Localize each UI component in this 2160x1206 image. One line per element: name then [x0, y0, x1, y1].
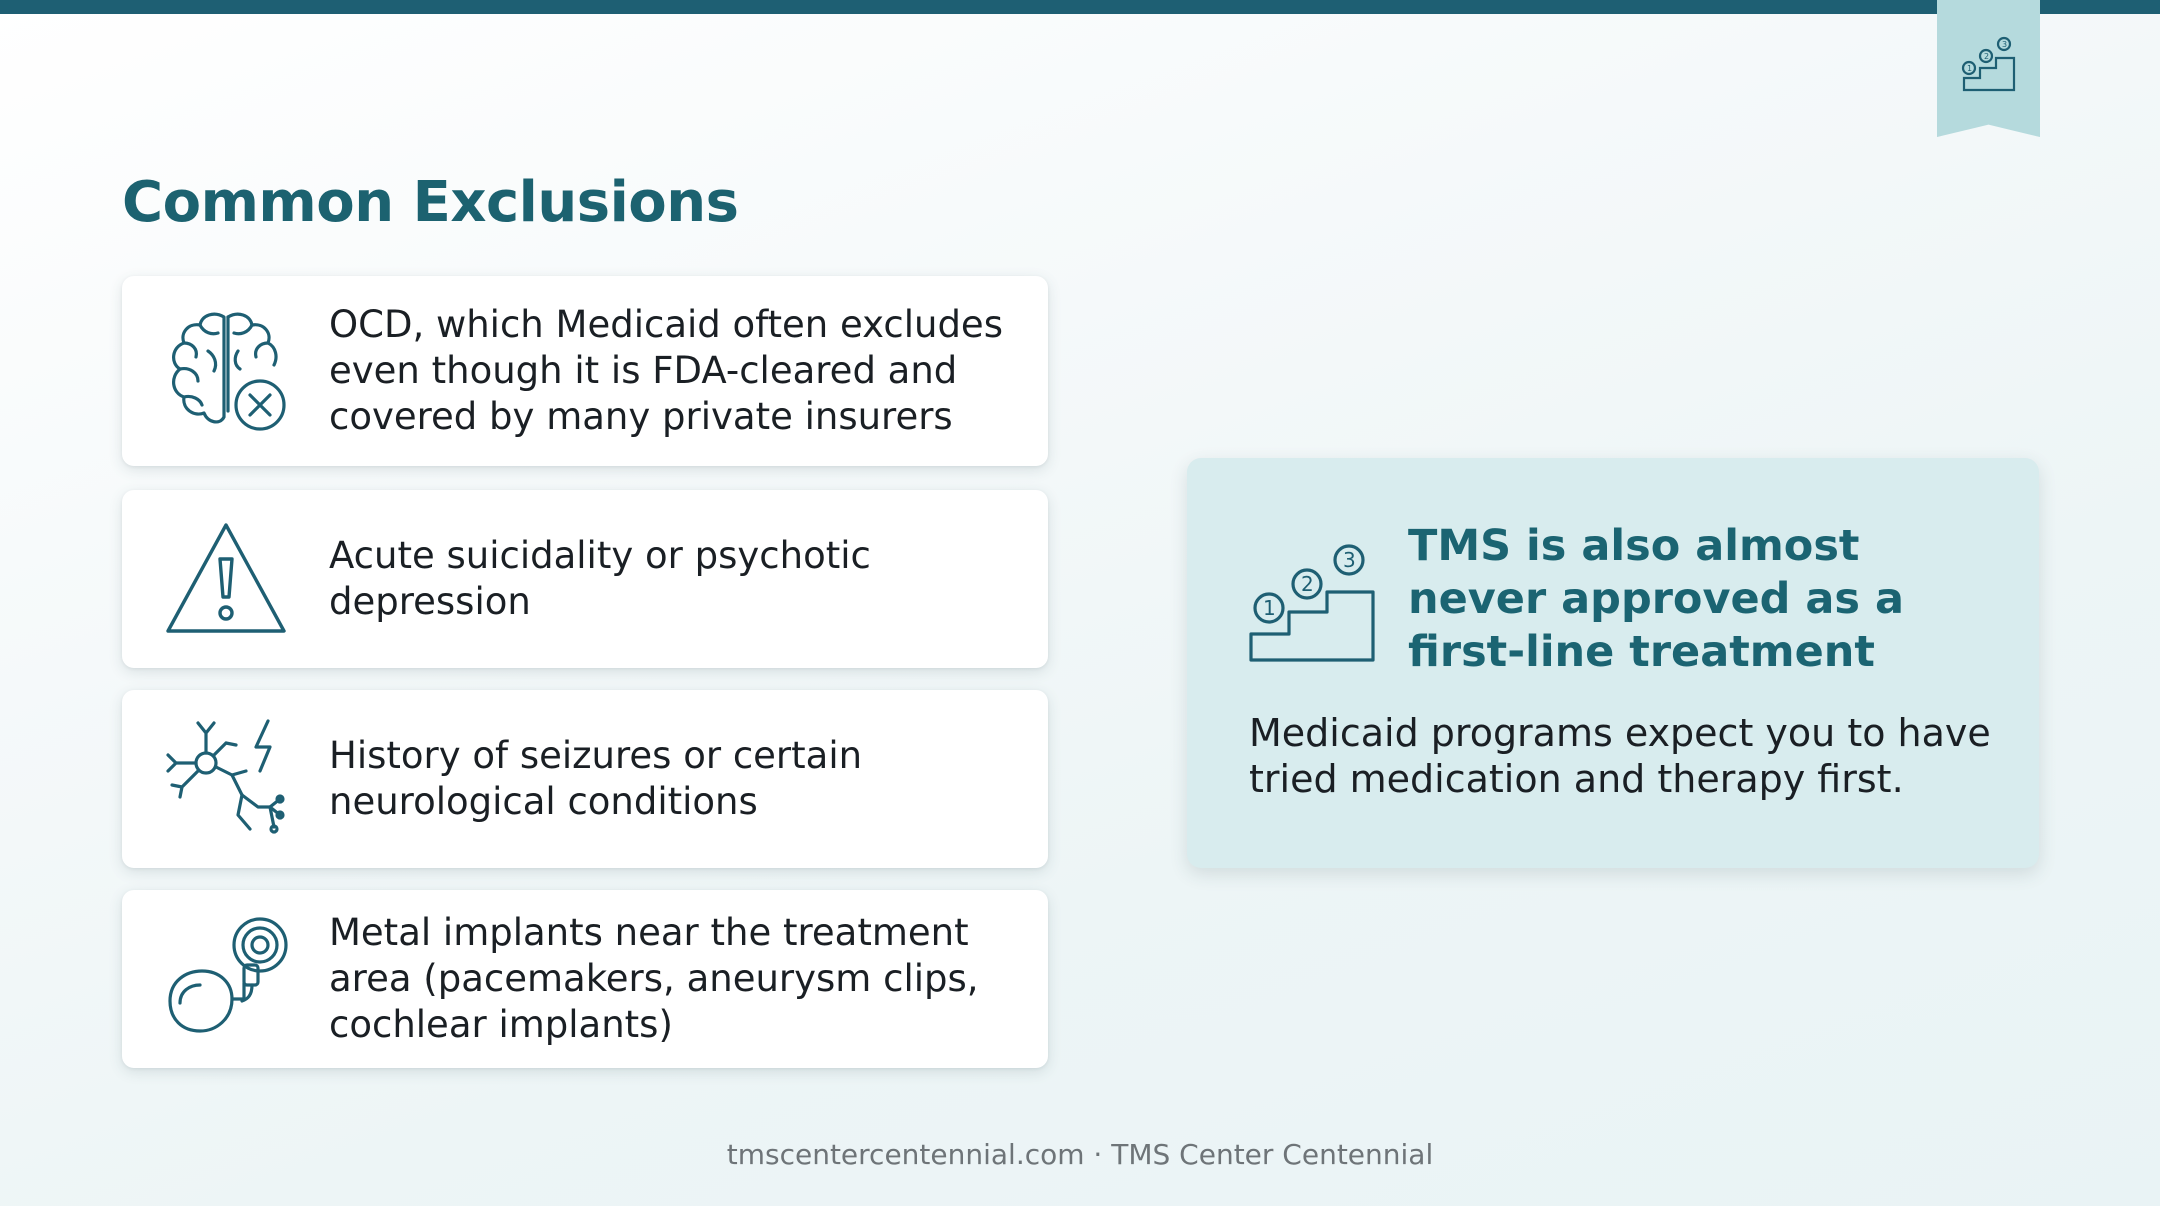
neuron-lightning-icon	[162, 715, 290, 843]
exclusion-text: Acute suicidality or psychotic depression	[329, 534, 871, 623]
svg-text:2: 2	[1301, 572, 1314, 596]
svg-text:1: 1	[1263, 596, 1276, 620]
exclusion-card-seizures	[122, 690, 1048, 868]
bookmark-ribbon	[1937, 0, 2040, 137]
brain-x-icon	[162, 307, 290, 435]
callout-heading: TMS is also almost never approved as a first-line treatment	[1408, 521, 1905, 677]
exclusion-text: Metal implants near the treatment area (pacemakers, aneurysm clips, cochlear implants)	[329, 911, 979, 1046]
pacemaker-implant-icon	[162, 915, 290, 1043]
callout-body: Medicaid programs expect you to have tried medication and therapy first.	[1249, 711, 1991, 801]
warning-triangle-icon	[162, 515, 290, 643]
top-accent-bar	[0, 0, 2160, 14]
exclusion-card-suicidality	[122, 490, 1048, 668]
exclusion-card-ocd	[122, 276, 1048, 466]
first-line-callout	[1187, 458, 2039, 868]
svg-text:1: 1	[1967, 64, 1973, 73]
page-title: Common Exclusions	[122, 170, 739, 235]
steps-numbered-icon	[1249, 534, 1379, 664]
svg-text:2: 2	[1984, 52, 1990, 61]
exclusion-text: OCD, which Medicaid often excludes even though it is FDA-cleared and covered by many private insurers	[329, 303, 1003, 438]
svg-text:3: 3	[2002, 40, 2008, 49]
steps-numbered-icon	[1958, 32, 2020, 94]
exclusion-card-implants	[122, 890, 1048, 1068]
exclusion-text: History of seizures or certain neurological conditions	[329, 734, 863, 823]
footer-text: tmscentercentennial.com · TMS Center Centennial	[726, 1138, 1434, 1171]
svg-text:3: 3	[1343, 548, 1356, 572]
